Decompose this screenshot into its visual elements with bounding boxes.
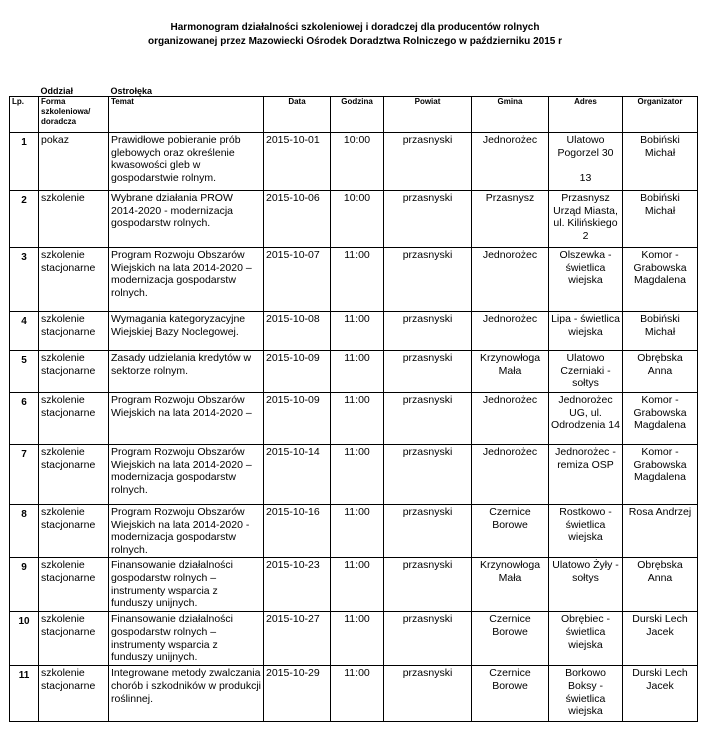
cell-lp: 2 xyxy=(10,191,39,248)
cell-forma: szkolenie stacjonarne xyxy=(39,312,109,351)
cell-gmina: Krzynowłoga Mała xyxy=(472,351,549,393)
cell-gmina: Jednorożec xyxy=(472,445,549,505)
cell-gmina: Czernice Borowe xyxy=(472,505,549,558)
cell-data: 2015-10-14 xyxy=(264,445,331,505)
table-row xyxy=(10,351,698,393)
cell-forma: szkolenie stacjonarne xyxy=(39,445,109,505)
table-row xyxy=(10,666,698,722)
cell-lp: 7 xyxy=(10,445,39,505)
cell-data: 2015-10-27 xyxy=(264,612,331,666)
cell-godzina: 10:00 xyxy=(331,191,384,248)
cell-powiat: przasnyski xyxy=(384,248,472,312)
header-adres: Adres xyxy=(549,97,623,133)
cell-lp: 9 xyxy=(10,558,39,612)
cell-forma: szkolenie xyxy=(39,191,109,248)
cell-organizator: Komor - Grabowska Magdalena xyxy=(623,445,698,505)
schedule-table xyxy=(9,86,698,722)
cell-data: 2015-10-09 xyxy=(264,393,331,445)
table-header-row xyxy=(10,97,698,133)
cell-lp: 6 xyxy=(10,393,39,445)
cell-lp: 11 xyxy=(10,666,39,722)
cell-godzina: 11:00 xyxy=(331,505,384,558)
cell-powiat: przasnyski xyxy=(384,133,472,191)
cell-gmina: Jednorożec xyxy=(472,393,549,445)
document-title-line-1: Harmonogram działalności szkoleniowej i doradczej dla producentów rolnych xyxy=(170,22,540,33)
cell-forma: szkolenie stacjonarne xyxy=(39,558,109,612)
cell-lp: 1 xyxy=(10,133,39,191)
cell-godzina: 11:00 xyxy=(331,393,384,445)
branch-label: Oddział xyxy=(40,86,74,96)
cell-lp: 4 xyxy=(10,312,39,351)
cell-adres: Jednorożec - remiza OSP xyxy=(549,445,623,505)
table-row xyxy=(10,558,698,612)
cell-data: 2015-10-07 xyxy=(264,248,331,312)
cell-adres: Ulatowo Pogorzel 30 13 xyxy=(549,133,623,191)
header-powiat: Powiat xyxy=(384,97,472,133)
branch-value: Ostrołęka xyxy=(110,86,153,96)
header-godzina: Godzina xyxy=(331,97,384,133)
cell-gmina: Czernice Borowe xyxy=(472,666,549,722)
cell-godzina: 11:00 xyxy=(331,445,384,505)
cell-forma: szkolenie stacjonarne xyxy=(39,393,109,445)
cell-organizator: Bobiński Michał xyxy=(623,191,698,248)
cell-organizator: Durski Lech Jacek xyxy=(623,666,698,722)
cell-godzina: 10:00 xyxy=(331,133,384,191)
cell-temat: Integrowane metody zwalczania chorób i szkodników w produkcji roślinnej. xyxy=(109,666,264,722)
cell-godzina: 11:00 xyxy=(331,351,384,393)
cell-data: 2015-10-16 xyxy=(264,505,331,558)
table-row xyxy=(10,191,698,248)
cell-powiat: przasnyski xyxy=(384,351,472,393)
cell-powiat: przasnyski xyxy=(384,312,472,351)
cell-powiat: przasnyski xyxy=(384,558,472,612)
table-row xyxy=(10,393,698,445)
cell-temat: Program Rozwoju Obszarów Wiejskich na lata 2014-2020 – xyxy=(109,393,264,445)
header-lp: Lp. xyxy=(10,97,39,133)
cell-data: 2015-10-06 xyxy=(264,191,331,248)
cell-forma: pokaz xyxy=(39,133,109,191)
cell-powiat: przasnyski xyxy=(384,393,472,445)
table-row xyxy=(10,445,698,505)
cell-godzina: 11:00 xyxy=(331,666,384,722)
cell-organizator: Obrębska Anna xyxy=(623,558,698,612)
cell-organizator: Bobiński Michał xyxy=(623,133,698,191)
cell-powiat: przasnyski xyxy=(384,191,472,248)
cell-adres: Ulatowo Czerniaki - sołtys xyxy=(549,351,623,393)
cell-powiat: przasnyski xyxy=(384,666,472,722)
cell-organizator: Bobiński Michał xyxy=(623,312,698,351)
cell-adres: Rostkowo - świetlica wiejska xyxy=(549,505,623,558)
cell-lp: 5 xyxy=(10,351,39,393)
cell-gmina: Jednorożec xyxy=(472,248,549,312)
header-gmina: Gmina xyxy=(472,97,549,133)
table-row xyxy=(10,133,698,191)
cell-godzina: 11:00 xyxy=(331,612,384,666)
cell-gmina: Czernice Borowe xyxy=(472,612,549,666)
cell-forma: szkolenie stacjonarne xyxy=(39,351,109,393)
cell-temat: Wymagania kategoryzacyjne Wiejskiej Bazy Noclegowej. xyxy=(109,312,264,351)
cell-gmina: Jednorożec xyxy=(472,133,549,191)
cell-organizator: Durski Lech Jacek xyxy=(623,612,698,666)
cell-adres: Ulatowo Żyły - sołtys xyxy=(549,558,623,612)
cell-godzina: 11:00 xyxy=(331,558,384,612)
cell-adres: Borkowo Boksy - świetlica wiejska xyxy=(549,666,623,722)
cell-temat: Prawidłowe pobieranie prób glebowych oraz określenie kwasowości gleb w gospodarstwie rolnym. xyxy=(109,133,264,191)
cell-temat: Wybrane działania PROW 2014-2020 - modernizacja gospodarstw rolnych. xyxy=(109,191,264,248)
cell-data: 2015-10-23 xyxy=(264,558,331,612)
cell-temat: Program Rozwoju Obszarów Wiejskich na lata 2014-2020 – modernizacja gospodarstw rolnych. xyxy=(109,248,264,312)
header-organizator: Organizator xyxy=(623,97,698,133)
cell-lp: 8 xyxy=(10,505,39,558)
table-row xyxy=(10,312,698,351)
cell-adres: Przasnysz Urząd Miasta, ul. Kilińskiego 2 xyxy=(549,191,623,248)
cell-temat: Program Rozwoju Obszarów Wiejskich na lata 2014-2020 - modernizacja gospodarstw rolnych. xyxy=(109,505,264,558)
cell-data: 2015-10-01 xyxy=(264,133,331,191)
cell-lp: 10 xyxy=(10,612,39,666)
cell-temat: Zasady udzielania kredytów w sektorze rolnym. xyxy=(109,351,264,393)
cell-forma: szkolenie stacjonarne xyxy=(39,666,109,722)
cell-adres: Lipa - świetlica wiejska xyxy=(549,312,623,351)
cell-adres: Jednorożec UG, ul. Odrodzenia 14 xyxy=(549,393,623,445)
cell-adres: Obrębiec - świetlica wiejska xyxy=(549,612,623,666)
cell-powiat: przasnyski xyxy=(384,612,472,666)
cell-powiat: przasnyski xyxy=(384,445,472,505)
cell-godzina: 11:00 xyxy=(331,248,384,312)
document-title-line-2: organizowanej przez Mazowiecki Ośrodek Doradztwa Rolniczego w październiku 2015 r xyxy=(148,36,562,47)
cell-gmina: Przasnysz xyxy=(472,191,549,248)
cell-data: 2015-10-29 xyxy=(264,666,331,722)
branch-row xyxy=(10,86,698,97)
cell-gmina: Jednorożec xyxy=(472,312,549,351)
cell-organizator: Komor - Grabowska Magdalena xyxy=(623,248,698,312)
header-temat: Temat xyxy=(109,97,264,133)
table-row xyxy=(10,505,698,558)
cell-organizator: Rosa Andrzej xyxy=(623,505,698,558)
header-data: Data xyxy=(264,97,331,133)
cell-godzina: 11:00 xyxy=(331,312,384,351)
cell-forma: szkolenie stacjonarne xyxy=(39,612,109,666)
cell-organizator: Komor - Grabowska Magdalena xyxy=(623,393,698,445)
cell-organizator: Obrębska Anna xyxy=(623,351,698,393)
table-row xyxy=(10,612,698,666)
cell-data: 2015-10-09 xyxy=(264,351,331,393)
table-row xyxy=(10,248,698,312)
cell-adres: Olszewka - świetlica wiejska xyxy=(549,248,623,312)
cell-temat: Finansowanie działalności gospodarstw rolnych – instrumenty wsparcia z funduszy unijnych. xyxy=(109,612,264,666)
cell-forma: szkolenie stacjonarne xyxy=(39,505,109,558)
header-forma: Forma szkoleniowa/ doradcza xyxy=(39,97,109,133)
cell-data: 2015-10-08 xyxy=(264,312,331,351)
cell-powiat: przasnyski xyxy=(384,505,472,558)
cell-gmina: Krzynowłoga Mała xyxy=(472,558,549,612)
cell-temat: Finansowanie działalności gospodarstw rolnych – instrumenty wsparcia z funduszy unijnych. xyxy=(109,558,264,612)
cell-lp: 3 xyxy=(10,248,39,312)
cell-forma: szkolenie stacjonarne xyxy=(39,248,109,312)
cell-temat: Program Rozwoju Obszarów Wiejskich na lata 2014-2020 – modernizacja gospodarstw rolnych. xyxy=(109,445,264,505)
